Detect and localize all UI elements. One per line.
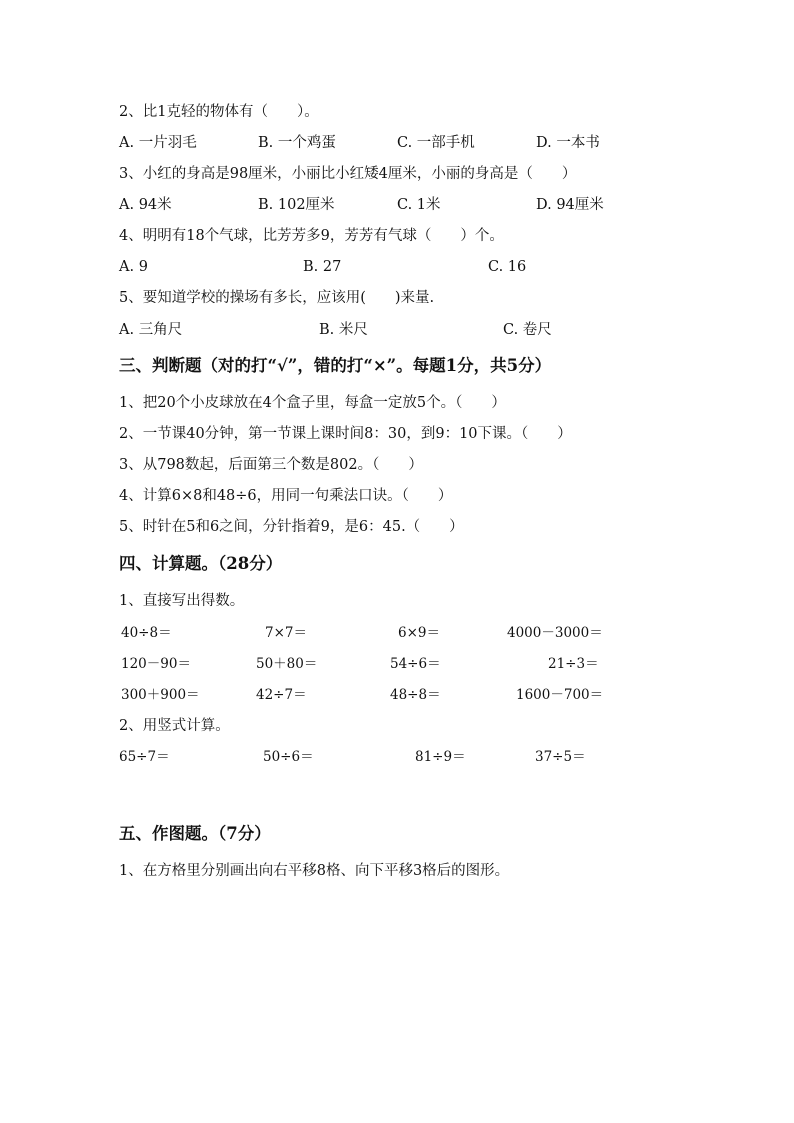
q2-option-b: B. 一个鸡蛋	[258, 135, 336, 151]
judge-item-2: 2、一节课40分钟，第一节课上课时间8：30，到9：10下课。（ ）	[119, 426, 572, 442]
q2-option-c: C. 一部手机	[397, 135, 475, 151]
section-5-heading: 五、作图题。（7分）	[119, 824, 271, 843]
vertical-calc-item: 37÷5＝	[535, 749, 586, 765]
calc-item: 4000－3000＝	[507, 625, 603, 641]
q2-option-a: A. 一片羽毛	[119, 135, 197, 151]
vertical-calc-item: 81÷9＝	[415, 749, 466, 765]
calc-item: 48÷8＝	[390, 687, 441, 703]
question-5-stem: 5、要知道学校的操场有多长，应该用( )来量.	[119, 290, 435, 306]
calc-item: 7×7＝	[265, 625, 307, 641]
judge-item-3: 3、从798数起，后面第三个数是802。（ ）	[119, 457, 423, 473]
judge-item-4: 4、计算6×8和48÷6，用同一句乘法口诀。（ ）	[119, 488, 453, 504]
vertical-calc-item: 65÷7＝	[119, 749, 170, 765]
question-3-stem: 3、小红的身高是98厘米，小丽比小红矮4厘米，小丽的身高是（ ）	[119, 166, 577, 182]
vertical-calc-item: 50÷6＝	[263, 749, 314, 765]
section-3-heading: 三、判断题（对的打“√”，错的打“×”。每题1分，共5分）	[119, 356, 552, 375]
calc-sub-2: 2、用竖式计算。	[119, 718, 230, 734]
q2-option-d: D. 一本书	[536, 135, 600, 151]
question-2-stem: 2、比1克轻的物体有（ ）。	[119, 104, 319, 120]
q4-option-b: B. 27	[303, 259, 342, 275]
calc-item: 42÷7＝	[256, 687, 307, 703]
section-4-heading: 四、计算题。（28分）	[119, 554, 283, 573]
calc-item: 300＋900＝	[121, 687, 200, 703]
calc-item: 21÷3＝	[548, 656, 599, 672]
calc-item: 120－90＝	[121, 656, 191, 672]
q3-option-b: B. 102厘米	[258, 197, 335, 213]
question-4-stem: 4、明明有18个气球，比芳芳多9，芳芳有气球（ ）个。	[119, 228, 504, 244]
calc-item: 54÷6＝	[390, 656, 441, 672]
judge-item-5: 5、时针在5和6之间，分针指着9，是6：45.（ ）	[119, 519, 464, 535]
q4-option-a: A. 9	[119, 259, 148, 275]
q5-option-a: A. 三角尺	[119, 322, 183, 338]
q3-option-a: A. 94米	[119, 197, 172, 213]
draw-sub-1: 1、在方格里分别画出向右平移8格、向下平移3格后的图形。	[119, 863, 510, 879]
calc-item: 6×9＝	[398, 625, 440, 641]
calc-item: 1600－700＝	[516, 687, 604, 703]
q3-option-d: D. 94厘米	[536, 197, 604, 213]
calc-item: 40÷8＝	[121, 625, 172, 641]
q5-option-c: C. 卷尺	[503, 322, 552, 338]
judge-item-1: 1、把20个小皮球放在4个盒子里，每盒一定放5个。（ ）	[119, 395, 506, 411]
q3-option-c: C. 1米	[397, 197, 441, 213]
q4-option-c: C. 16	[488, 259, 527, 275]
q5-option-b: B. 米尺	[319, 322, 368, 338]
calc-item: 50＋80＝	[256, 656, 318, 672]
calc-sub-1: 1、直接写出得数。	[119, 593, 245, 609]
